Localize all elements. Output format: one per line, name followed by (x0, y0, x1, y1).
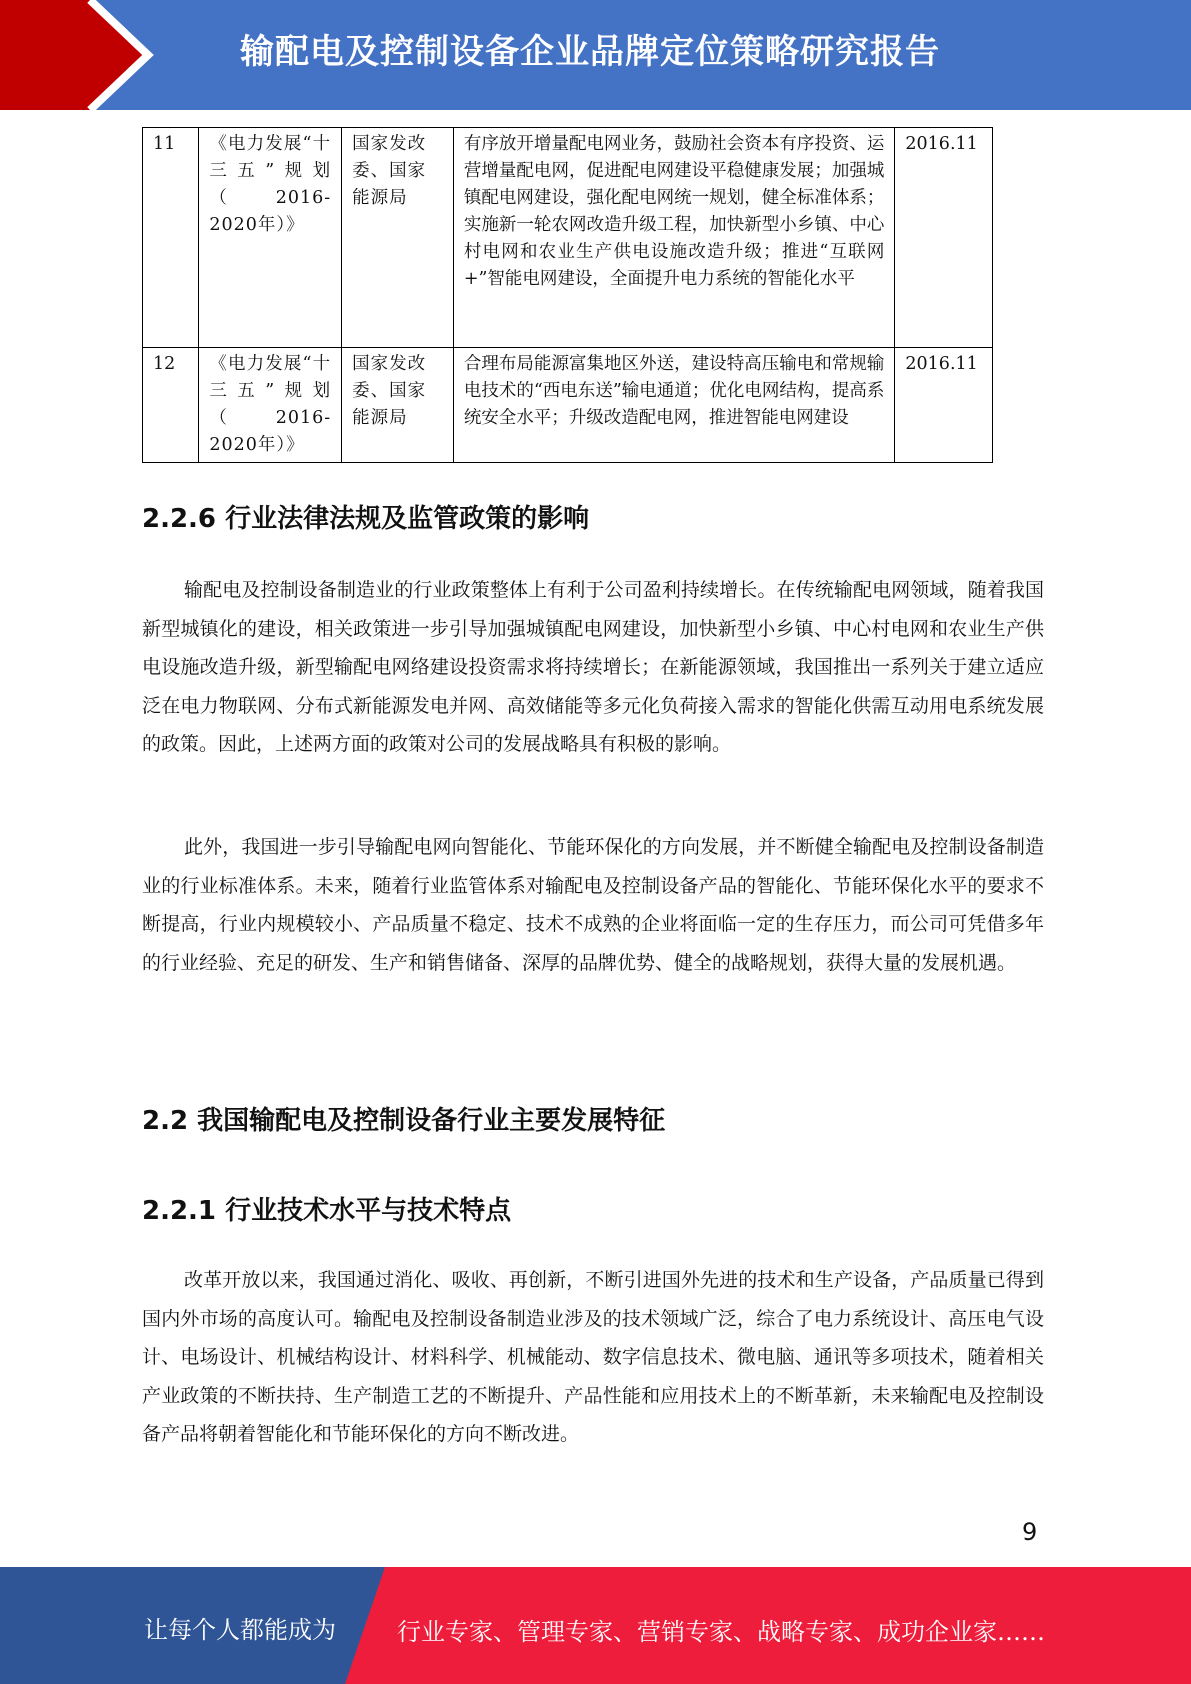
report-title: 输配电及控制设备企业品牌定位策略研究报告 (240, 32, 940, 72)
footer-slogan: 让每个人都能成为 (144, 1616, 336, 1644)
section-heading-2-2-1: 2.2.1 行业技术水平与技术特点 (142, 1196, 512, 1226)
row-number: 11 (143, 128, 199, 348)
policy-content: 有序放开增量配电网业务，鼓励社会资本有序投资、运营增量配电网，促进配电网建设平稳健康发展；加强城镇配电网建设，强化配电网统一规划，健全标准体系；实施新一轮农网改造升级工程，加快新型小乡镇、中心村电网和农业生产供电设施改造升级；推进“互联网+”智能电网建设，全面提升电力系统的智能化水平 (453, 128, 895, 348)
table-row (143, 128, 993, 348)
section-heading-2-2: 2.2 我国输配电及控制设备行业主要发展特征 (142, 1106, 666, 1136)
issuing-authority: 国家发改委、国家能源局 (342, 128, 454, 348)
issue-date: 2016.11 (895, 348, 993, 463)
policy-name: 《电力发展“十三五”规划（2016-2020年）》 (199, 348, 342, 463)
table-row (143, 348, 993, 463)
section-heading-2-2-6: 2.2.6 行业法律法规及监管政策的影响 (142, 504, 590, 534)
policy-content: 合理布局能源富集地区外送，建设特高压输电和常规输电技术的“西电东送”输电通道；优化电网结构，提高系统安全水平；升级改造配电网，推进智能电网建设 (453, 348, 895, 463)
row-number: 12 (143, 348, 199, 463)
body-paragraph: 改革开放以来，我国通过消化、吸收、再创新，不断引进国外先进的技术和生产设备，产品质量已得到国内外市场的高度认可。输配电及控制设备制造业涉及的技术领域广泛，综合了电力系统设计、高压电气设计、电场设计、机械结构设计、材料科学、机械能动、数字信息技术、微电脑、通讯等多项技术，随着相关产业政策的不断扶持、生产制造工艺的不断提升、产品性能和应用技术上的不断革新，未来输配电及控制设备产品将朝着智能化和节能环保化的方向不断改进。 (142, 1269, 1044, 1445)
page-number: 9 (1022, 1518, 1038, 1546)
page-header (0, 0, 1191, 110)
body-paragraph: 输配电及控制设备制造业的行业政策整体上有利于公司盈利持续增长。在传统输配电网领域，随着我国新型城镇化的建设，相关政策进一步引导加强城镇配电网建设，加快新型小乡镇、中心村电网和农业生产供电设施改造升级，新型输配电网络建设投资需求将持续增长；在新能源领域，我国推出一系列关于建立适应泛在电力物联网、分布式新能源发电并网、高效储能等多元化负荷接入需求的智能化供需互动用电系统发展的政策。因此，上述两方面的政策对公司的发展战略具有积极的影响。 (142, 579, 1044, 755)
footer-slogan-roles: 行业专家、管理专家、营销专家、战略专家、成功企业家…… (397, 1618, 1045, 1646)
body-paragraph: 此外，我国进一步引导输配电网向智能化、节能环保化的方向发展，并不断健全输配电及控制设备制造业的行业标准体系。未来，随着行业监管体系对输配电及控制设备产品的智能化、节能环保化水平的要求不断提高，行业内规模较小、产品质量不稳定、技术不成熟的企业将面临一定的生存压力，而公司可凭借多年的行业经验、充足的研发、生产和销售储备、深厚的品牌优势、健全的战略规划，获得大量的发展机遇。 (142, 836, 1044, 974)
policy-name: 《电力发展“十三五”规划（2016-2020年）》 (199, 128, 342, 348)
issuing-authority: 国家发改委、国家能源局 (342, 348, 454, 463)
issue-date: 2016.11 (895, 128, 993, 348)
page-footer (0, 1567, 1191, 1684)
policy-table (142, 127, 993, 463)
